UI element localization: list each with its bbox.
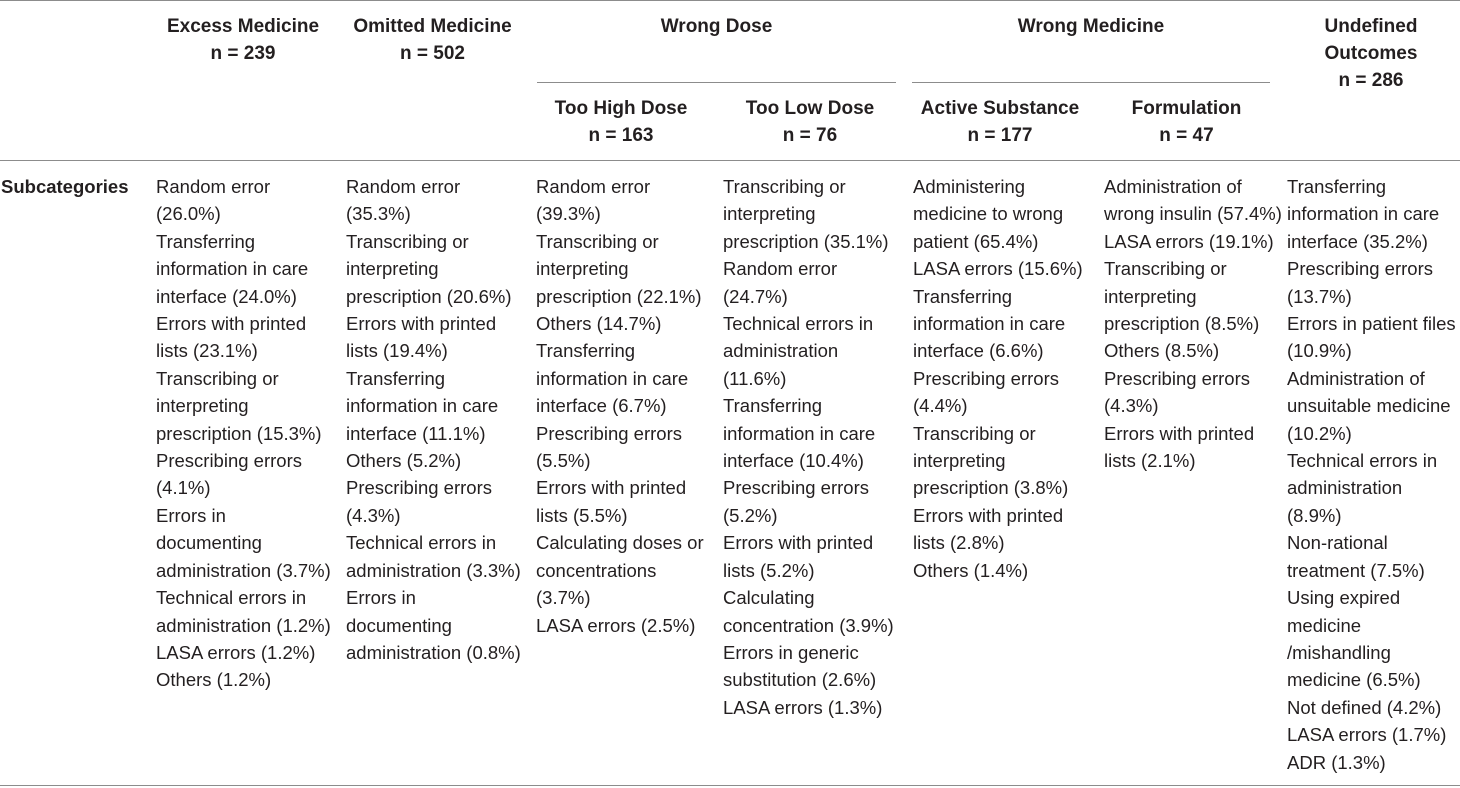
list-item: Non-rational treatment (7.5%) [1287,532,1425,581]
header-title-line1: Undefined [1324,16,1418,37]
list-item: Prescribing errors (5.5%) [536,422,682,472]
list-item: Technical errors in administration (11.6%) [723,313,874,389]
list-item: Technical errors in administration (8.9%) [1287,450,1438,526]
row-label-subcategories: Subcategories [1,176,129,197]
list-item: Not defined (4.2%) [1287,696,1442,718]
list-item: LASA errors (1.3%) [723,696,883,718]
list-item: Transcribing or interpreting prescription (15.3%) [156,367,322,444]
list-item: Others (8.5%) [1104,340,1220,362]
list-item: Prescribing errors (13.7%) [1287,258,1433,307]
list-item: Errors with printed lists (23.1%) [156,313,307,362]
list-item: LASA errors (1.7%) [1287,724,1447,746]
column-formulation [1104,173,1282,474]
header-title-line2: Outcomes [1324,43,1418,64]
list-item: Using expired medicine /mishandling medicine (6.5%) [1287,587,1421,691]
list-item: Random error (26.0%) [156,176,271,225]
list-item: LASA errors (2.5%) [536,614,696,636]
list-item: Prescribing errors (5.2%) [723,477,869,526]
list-item: Administering medicine to wrong patient (65.4%) [913,176,1064,252]
column-too-low-dose [723,173,901,721]
list-item: Errors in documenting administration (0.8%) [346,587,521,663]
table-top-rule [0,0,1460,1]
list-item: Errors with printed lists (2.1%) [1104,422,1255,472]
list-item: Administration of wrong insulin (57.4%) [1104,176,1282,225]
header-title: Too Low Dose [745,98,875,119]
column-undefined-outcomes [1287,173,1459,776]
header-wrong-dose [537,13,896,40]
header-count: n = 502 [400,43,465,64]
list-item: Errors with printed lists (19.4%) [346,313,497,362]
list-item: Errors with printed lists (5.2%) [723,532,874,581]
header-title: Too High Dose [554,98,688,119]
column-omitted-medicine [346,173,524,666]
header-too-high-dose [537,95,705,149]
column-too-high-dose [536,173,714,639]
header-title: Wrong Dose [660,16,773,37]
list-item: Errors in documenting administration (3.7%) [156,504,331,581]
list-item: Transferring information in care interface (10.4%) [723,395,876,472]
header-count: n = 76 [782,125,838,146]
header-title: Active Substance [920,98,1080,119]
header-active-substance [912,95,1088,149]
list-item: Others (1.4%) [913,559,1029,581]
list-item: Prescribing errors (4.4%) [913,367,1059,417]
list-item: Errors in generic substitution (2.6%) [723,641,877,691]
list-item: Random error (24.7%) [723,258,838,307]
header-count: n = 286 [1338,70,1404,91]
list-item: Random error (39.3%) [536,176,651,225]
list-item: Random error (35.3%) [346,176,461,225]
list-item: Transcribing or interpreting prescription (35.1%) [723,176,889,252]
list-item: ADR (1.3%) [1287,751,1386,773]
header-title: Omitted Medicine [353,16,512,37]
header-count: n = 239 [210,43,276,64]
list-item: LASA errors (15.6%) [913,258,1083,280]
list-item: Errors in patient files (10.9%) [1287,313,1456,362]
list-item: LASA errors (19.1%) [1104,230,1274,252]
wrong-dose-span-rule [537,82,896,83]
header-title: Wrong Medicine [1017,16,1165,37]
header-title: Formulation [1131,98,1242,119]
list-item: Errors with printed lists (2.8%) [913,504,1064,554]
list-item: Calculating concentration (3.9%) [723,587,894,636]
list-item: Transcribing or interpreting prescription (20.6%) [346,230,512,307]
list-item: Others (14.7%) [536,313,662,335]
list-item: Calculating doses or concentrations (3.7%) [536,532,704,609]
list-item: Others (5.2%) [346,450,462,472]
header-bottom-rule [0,160,1460,161]
list-item: Transcribing or interpreting prescription (3.8%) [913,422,1069,499]
list-item: Prescribing errors (4.3%) [1104,367,1250,417]
list-item: Transferring information in care interface (6.6%) [913,285,1066,362]
header-count: n = 177 [967,125,1033,146]
header-omitted-medicine [340,13,525,67]
header-formulation [1100,95,1273,149]
list-item: Technical errors in administration (3.3%) [346,532,521,581]
column-active-substance [913,173,1091,584]
list-item: Prescribing errors (4.1%) [156,450,302,499]
list-item: Transcribing or interpreting prescription (22.1%) [536,230,702,307]
list-item: Administration of unsuitable medicine (10.2%) [1287,367,1451,444]
list-item: Transcribing or interpreting prescription (8.5%) [1104,258,1260,335]
header-wrong-medicine [912,13,1270,40]
table-bottom-rule [0,785,1460,786]
list-item: Others (1.2%) [156,669,272,691]
header-undefined-outcomes [1282,13,1460,94]
header-title: Excess Medicine [166,16,320,37]
header-too-low-dose [725,95,895,149]
list-item: Transferring information in care interface (11.1%) [346,367,499,444]
column-excess-medicine [156,173,334,694]
list-item: Transferring information in care interface (24.0%) [156,230,309,307]
list-item: Technical errors in administration (1.2%) [156,587,331,636]
header-count: n = 163 [588,125,654,146]
wrong-medicine-span-rule [912,82,1270,83]
header-excess-medicine [152,13,334,67]
list-item: Errors with printed lists (5.5%) [536,477,687,526]
list-item: Transferring information in care interface (6.7%) [536,340,689,417]
header-count: n = 47 [1159,125,1214,146]
list-item: Transferring information in care interface (35.2%) [1287,176,1440,252]
list-item: Prescribing errors (4.3%) [346,477,492,526]
list-item: LASA errors (1.2%) [156,641,316,663]
